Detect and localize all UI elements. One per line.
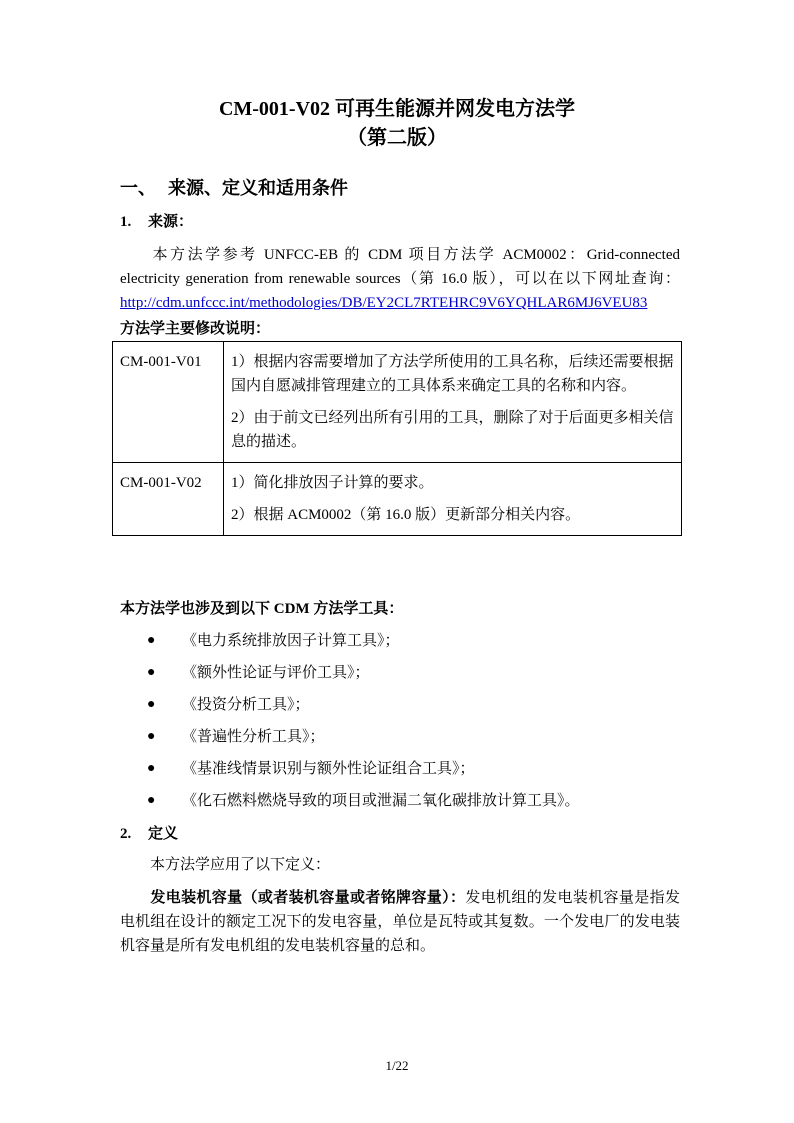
- tool-name: 《额外性论证与评价工具》；: [182, 665, 370, 681]
- tool-list-item: [120, 657, 580, 689]
- tool-name: 《投资分析工具》；: [182, 697, 310, 713]
- tools-list: [120, 625, 580, 817]
- revision-notes: [224, 463, 682, 536]
- document-edition: （第二版）: [347, 127, 447, 149]
- definition-paragraph: [120, 886, 680, 958]
- section-number: 一、: [120, 178, 156, 198]
- revision-note: 1）根据内容需要增加了方法学所使用的工具名称，后续还需要根据国内自愿减排管理建立的工具体系来确定工具的名称和内容。: [231, 354, 674, 394]
- document-title: CM-001-V02 可再生能源并网发电方法学: [218, 98, 576, 120]
- revision-version: CM-001-V01: [113, 342, 224, 463]
- section-title: 来源、定义和适用条件: [168, 178, 348, 198]
- bullet-icon: ●: [147, 633, 156, 648]
- bullet-icon: ●: [147, 729, 156, 744]
- tool-list-item: [120, 753, 580, 785]
- revision-version: CM-001-V02: [113, 463, 224, 536]
- revisions-heading: 方法学主要修改说明：: [120, 321, 271, 337]
- source-paragraph: [120, 243, 680, 315]
- revision-row: [113, 463, 682, 536]
- tools-heading: 本方法学也涉及到以下 CDM 方法学工具：: [120, 601, 404, 617]
- revision-note: 2）由于前文已经列出所有引用的工具，删除了对于后面更多相关信息的描述。: [231, 410, 674, 450]
- methodology-link[interactable]: http://cdm.unfccc.int/methodologies/DB/EY2CL7RTEHRC9V6YQHLAR6MJ6VEU83: [120, 295, 648, 311]
- bullet-icon: ●: [147, 665, 156, 680]
- page-number: 1/22: [385, 1058, 409, 1073]
- definition-intro: [120, 853, 680, 877]
- revision-note: 1）简化排放因子计算的要求。: [231, 475, 434, 491]
- revision-row: [113, 342, 682, 463]
- tool-list-item: [120, 625, 580, 657]
- tool-name: 《基准线情景识别与额外性论证组合工具》；: [182, 761, 475, 777]
- subsection-title: 定义: [148, 826, 179, 842]
- subsection-number: 1.: [120, 214, 132, 230]
- revision-notes: [224, 342, 682, 463]
- revisions-table: [112, 341, 682, 536]
- definition-term: 发电装机容量（或者装机容量或者铭牌容量）：: [150, 890, 466, 906]
- bullet-icon: ●: [147, 793, 156, 808]
- tool-list-item: [120, 785, 580, 817]
- subsection-number: 2.: [120, 826, 132, 842]
- tool-name: 《化石燃料燃烧导致的项目或泄漏二氧化碳排放计算工具》。: [182, 793, 580, 809]
- subsection-heading-definition: [120, 823, 178, 845]
- subsection-heading-source: [120, 211, 193, 233]
- tool-list-item: [120, 689, 580, 721]
- bullet-icon: ●: [147, 697, 156, 712]
- revision-note: 2）根据 ACM0002（第 16.0 版）更新部分相关内容。: [231, 507, 581, 523]
- definition-text: 发电机组的发电装机容量是指发电机组在设计的额定工况下的发电容量，单位是瓦特或其复数。一个发电厂的发电装机容量是所有发电机组的发电装机容量的总和。: [120, 890, 680, 954]
- tool-name: 《电力系统排放因子计算工具》；: [182, 633, 400, 649]
- subsection-title: 来源：: [148, 214, 194, 230]
- tool-name: 《普遍性分析工具》；: [182, 729, 325, 745]
- section-heading-1: [120, 176, 348, 200]
- bullet-icon: ●: [147, 761, 156, 776]
- definition-intro-text: 本方法学应用了以下定义：: [150, 857, 331, 873]
- source-text: 本方法学参考 UNFCC-EB 的 CDM 项目方法学 ACM0002：Grid-connected electricity generation from renewable sources（第 16.0 版），可以在以下网址查询：: [120, 247, 680, 287]
- tool-list-item: [120, 721, 580, 753]
